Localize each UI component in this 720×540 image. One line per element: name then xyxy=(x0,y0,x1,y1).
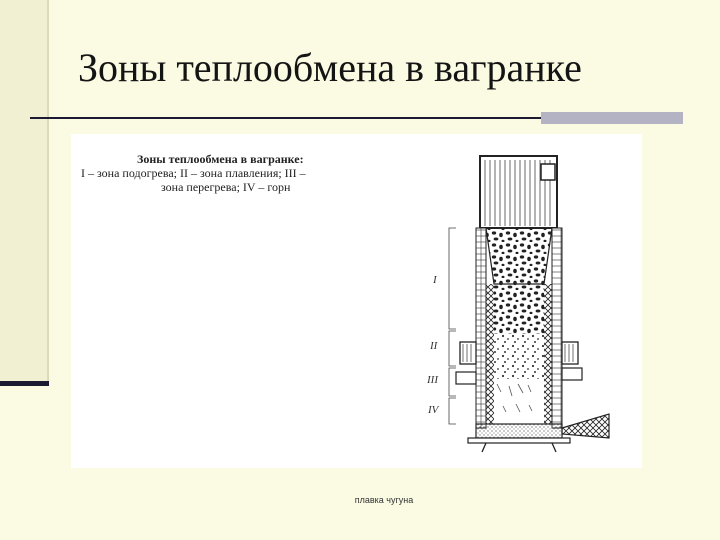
zone-label-ii: II xyxy=(430,340,438,352)
hearth-bottom xyxy=(476,424,562,438)
cupola-diagram xyxy=(71,134,642,468)
left-accent-tick xyxy=(0,381,49,386)
charge-funnel xyxy=(486,228,552,284)
right-wind-box xyxy=(562,342,578,364)
left-accent-bar xyxy=(0,0,49,385)
zone-brackets xyxy=(449,228,456,424)
zone-label-iv: IV xyxy=(428,404,439,416)
zone-label-i: I xyxy=(433,274,437,286)
caption-line-1: I – зона подогрева; II – зона плавления; III – xyxy=(81,166,306,180)
right-brick-wall xyxy=(552,228,562,428)
cupola-figure xyxy=(71,134,642,468)
caption-title: Зоны теплообмена в вагранке: xyxy=(137,152,304,166)
charge-zone-I xyxy=(494,284,544,334)
title-rule-gray xyxy=(541,112,683,124)
left-wind-box xyxy=(460,342,476,364)
left-brick-wall xyxy=(476,228,486,428)
zone-label-iii: III xyxy=(427,374,438,386)
melting-zone xyxy=(494,334,544,379)
tuyere-right xyxy=(562,368,582,380)
title-rule-dark xyxy=(30,117,542,119)
left-lining-hatch xyxy=(486,284,494,424)
tap-spout xyxy=(562,414,609,438)
caption-line-2: зона перегрева; IV – горн xyxy=(161,180,291,194)
right-lining-hatch xyxy=(544,284,552,424)
tuyere-left xyxy=(456,372,476,384)
slide-footer: плавка чугуна xyxy=(354,495,414,505)
slide-title: Зоны теплообмена в вагранке xyxy=(78,45,582,90)
charging-door xyxy=(541,164,555,180)
base-plate xyxy=(468,438,570,443)
